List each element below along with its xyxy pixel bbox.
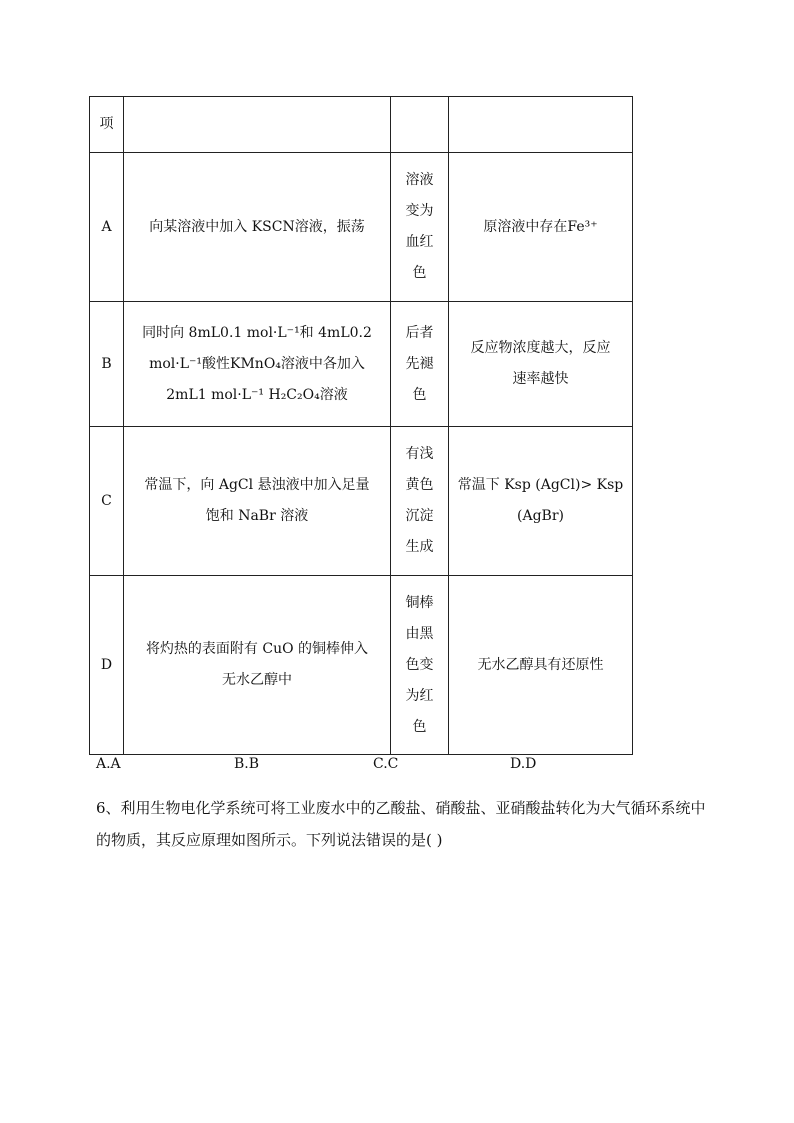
table-header-row xyxy=(90,97,633,153)
phenomenon-line: 溶液 xyxy=(405,172,434,188)
operation-line: 常温下，向 AgCl 悬浊液中加入足量 xyxy=(144,477,370,493)
phenomenon-line: 有浅 xyxy=(405,446,434,462)
experiment-table xyxy=(89,96,633,755)
operation-line: 2mL1 mol·L⁻¹ H₂C₂O₄溶液 xyxy=(166,386,348,403)
option-c[interactable]: C.C xyxy=(373,756,399,772)
row-label: D xyxy=(90,576,124,755)
header-phenomenon-cell xyxy=(391,97,449,153)
conclusion-line: 常温下 Ksp (AgCl)> Ksp xyxy=(457,477,624,493)
phenomenon-line: 血红 xyxy=(405,234,434,250)
phenomenon-line: 色 xyxy=(412,265,427,281)
option-b[interactable]: B.B xyxy=(234,756,260,772)
phenomenon-cell xyxy=(391,302,449,427)
phenomenon-line: 由黑 xyxy=(405,625,434,642)
phenomenon-cell xyxy=(391,153,449,302)
header-item-cell: 项 xyxy=(90,97,124,153)
phenomenon-line: 色变 xyxy=(405,656,434,673)
conclusion-cell: 无水乙醇具有还原性 xyxy=(449,576,633,755)
operation-line: 同时向 8mL0.1 mol·L⁻¹和 4mL0.2 xyxy=(142,324,372,341)
conclusion-cell xyxy=(449,302,633,427)
table-row xyxy=(90,153,633,302)
phenomenon-cell xyxy=(391,576,449,755)
row-label: A xyxy=(90,153,124,302)
conclusion-line: (AgBr) xyxy=(517,508,564,524)
phenomenon-line: 色 xyxy=(412,718,427,735)
phenomenon-line: 后者 xyxy=(405,324,434,341)
conclusion-line: 速率越快 xyxy=(512,371,569,387)
conclusion-cell: 原溶液中存在Fe³⁺ xyxy=(449,153,633,302)
phenomenon-line: 先褪 xyxy=(405,355,434,372)
phenomenon-line: 黄色 xyxy=(405,477,434,493)
conclusion-cell xyxy=(449,427,633,576)
phenomenon-line: 变为 xyxy=(405,203,434,219)
phenomenon-line: 色 xyxy=(412,386,427,403)
operation-line: 将灼热的表面附有 CuO 的铜棒伸入 xyxy=(145,641,369,657)
phenomenon-line: 生成 xyxy=(405,539,434,555)
row-label: C xyxy=(90,427,124,576)
conclusion-line: 反应物浓度越大，反应 xyxy=(470,340,611,356)
operation-line: 无水乙醇中 xyxy=(222,672,292,688)
phenomenon-line: 铜棒 xyxy=(405,594,434,611)
phenomenon-line: 沉淀 xyxy=(405,508,434,524)
answer-options xyxy=(96,756,596,776)
table-row xyxy=(90,427,633,576)
header-operation-cell xyxy=(124,97,391,153)
operation-cell: 向某溶液中加入 KSCN溶液，振荡 xyxy=(124,153,391,302)
row-label: B xyxy=(90,302,124,427)
option-d[interactable]: D.D xyxy=(510,756,537,772)
phenomenon-line: 为红 xyxy=(405,687,434,704)
table-row xyxy=(90,302,633,427)
operation-cell xyxy=(124,427,391,576)
operation-line: 饱和 NaBr 溶液 xyxy=(205,508,309,524)
table-row xyxy=(90,576,633,755)
option-a[interactable]: A.A xyxy=(96,756,121,772)
operation-line: mol·L⁻¹酸性KMnO₄溶液中各加入 xyxy=(149,355,365,372)
operation-cell xyxy=(124,576,391,755)
operation-cell xyxy=(124,302,391,427)
question-6-stem: 6、利用生物电化学系统可将工业废水中的乙酸盐、硝酸盐、亚硝酸盐转化为大气循环系统中的物质，其反应原理如图所示。下列说法错误的是( ) xyxy=(96,799,706,849)
header-conclusion-cell xyxy=(449,97,633,153)
phenomenon-cell xyxy=(391,427,449,576)
